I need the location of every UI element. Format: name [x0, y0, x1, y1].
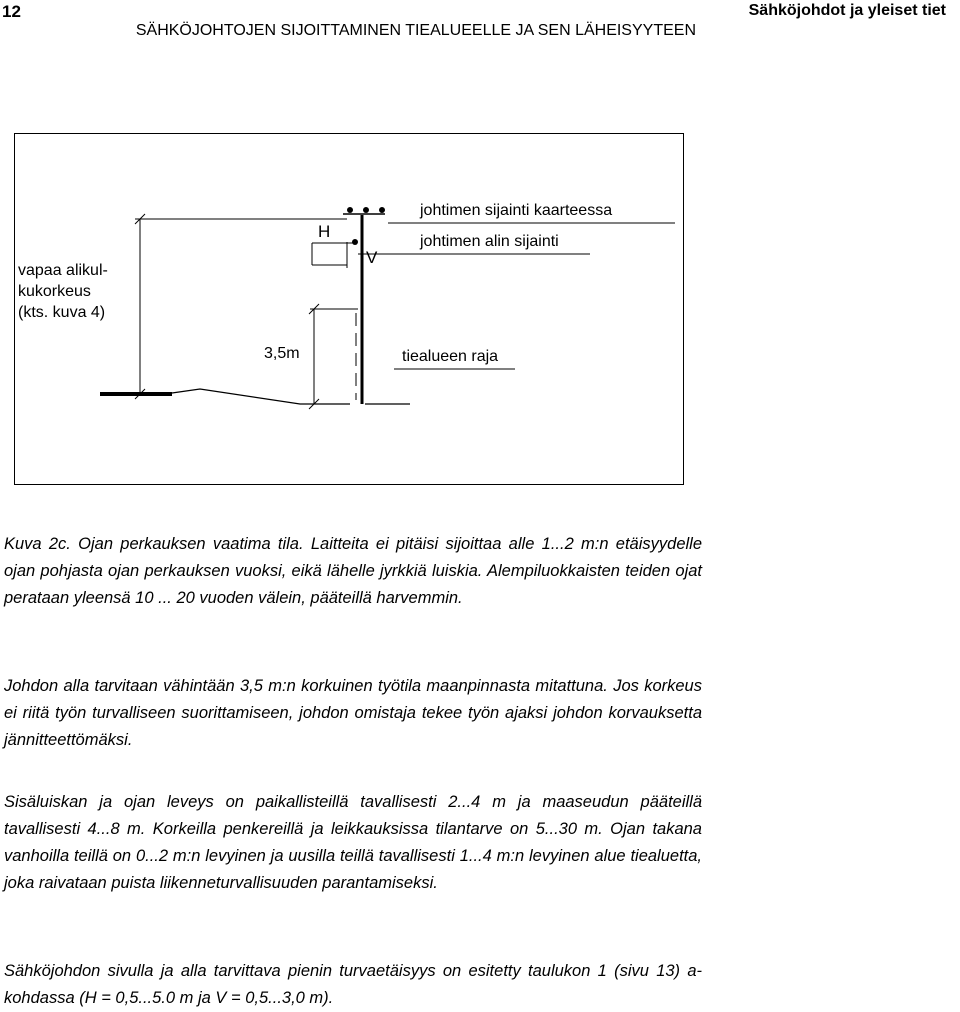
- label-line-in-curve: johtimen sijainti kaarteessa: [420, 202, 613, 219]
- insulator-center: [363, 207, 369, 213]
- body-paragraph: Sähköjohdon sivulla ja alla tarvittava pienin turvaetäisyys on esitetty taulukon 1 (sivu 13) a-kohdassa (H = 0,5...5.0 m ja V = 0,5...3,0 m).: [4, 962, 702, 1007]
- conductor-lowest: [352, 239, 358, 245]
- insulator-left: [347, 207, 353, 213]
- label-clearance: vapaa alikul- kukorkeus (kts. kuva 4): [18, 262, 108, 321]
- header-subtitle: SÄHKÖJOHTOJEN SIJOITTAMINEN TIEALUEELLE JA SEN LÄHEISYYTEEN: [135, 22, 696, 39]
- insulator-right: [379, 207, 385, 213]
- header-title: Sähköjohdot ja yleiset tiet: [748, 2, 946, 19]
- label-line-lowest: johtimen alin sijainti: [420, 233, 559, 250]
- label-v: V: [366, 248, 378, 267]
- label-road-boundary: tiealueen raja: [402, 348, 499, 365]
- label-height: 3,5m: [264, 345, 300, 362]
- ground-profile: [172, 389, 350, 404]
- page-number: 12: [2, 2, 21, 21]
- body-paragraph: Sisäluiskan ja ojan leveys on paikallisteillä tavallisesti 2...4 m ja maaseudun pääteillä tavallisesti 4...8 m. Korkeilla penkereillä ja leikkauksissa tilantarve on 5...30 m. Ojan takana vanhoilla teillä on 0...2 m:n levyinen ja uusilla teillä tavallisesti 1...4 m:n levyinen alue tiealuetta, joka raivataan puista liikenneturvallisuuden parantamiseksi.: [4, 793, 702, 892]
- label-h: H: [318, 222, 331, 241]
- figure-caption-paragraph: Kuva 2c. Ojan perkauksen vaatima tila. Laitteita ei pitäisi sijoittaa alle 1...2 m:n etäisyydelle ojan pohjasta ojan perkauksen vuoksi, eikä lähelle jyrkkiä luiskia. Alempiluokkaisten teiden ojat perataan yleensä 10 ... 20 vuoden välein, pääteillä harvemmin.: [4, 535, 702, 607]
- body-paragraph: Johdon alla tarvitaan vähintään 3,5 m:n korkuinen työtila maanpinnasta mitattuna. Jos korkeus ei riitä työn turvalliseen suorittamiseen, johdon omistaja tekee työn ajaksi johdon korvauksetta jännitteettömäksi.: [4, 677, 702, 749]
